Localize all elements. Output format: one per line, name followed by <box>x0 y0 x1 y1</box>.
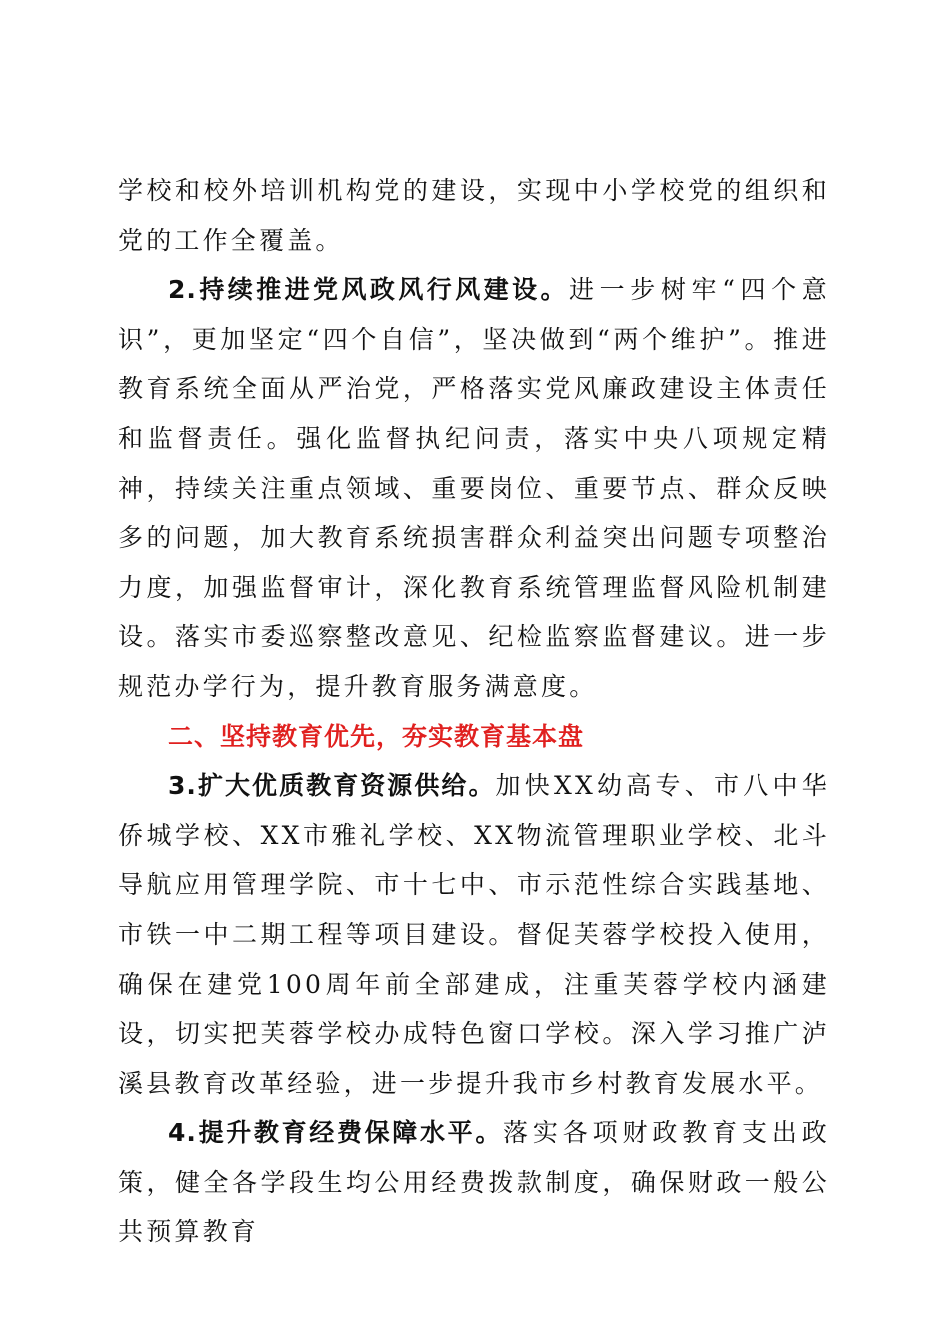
paragraph-lead: 2.持续推进党风政风行风建设。 <box>168 275 569 305</box>
paragraph-text: 加快XX幼高专、市八中华侨城学校、XX市雅礼学校、XX物流管理职业学校、北斗导航应用管理学院、市十七中、市示范性综合实践基地、市铁一中二期工程等项目建设。督促芙蓉学校投入使用，确保在建党100周年前全部建成，注重芙蓉学校内涵建设，切实把芙蓉学校办成特色窗口学校。深入学习推广泸溪县教育改革经验，进一步提升我市乡村教育发展水平。 <box>118 771 830 1098</box>
paragraph-lead: 4.提升教育经费保障水平。 <box>168 1118 504 1148</box>
paragraph-text: 进一步树牢“四个意识”，更加坚定“四个自信”，坚决做到“两个维护”。推进教育系统全面从严治党，严格落实党风廉政建设主体责任和监督责任。强化监督执纪问责，落实中央八项规定精神，持续关注重点领域、重要岗位、重要节点、群众反映多的问题，加大教育系统损害群众利益突出问题专项整治力度，加强监督审计，深化教育系统管理监督风险机制建设。落实市委巡察整改意见、纪检监察监督建议。进一步规范办学行为，提升教育服务满意度。 <box>118 275 830 701</box>
section-heading: 二、坚持教育优先，夯实教育基本盘 <box>168 721 585 751</box>
paragraph-text: 落实各项财政教育支出政策，健全各学段生均公用经费拨款制度，确保财政一般公共预算教育 <box>118 1118 830 1247</box>
paragraph-item-4 <box>118 1108 830 1257</box>
paragraph-text: 学校和校外培训机构党的建设，实现中小学校党的组织和党的工作全覆盖。 <box>118 176 830 255</box>
document-body <box>118 166 830 1257</box>
paragraph-item-2 <box>118 265 830 711</box>
paragraph-item-3 <box>118 761 830 1108</box>
paragraph-continuation <box>118 166 830 265</box>
paragraph-lead: 3.扩大优质教育资源供给。 <box>168 771 496 801</box>
